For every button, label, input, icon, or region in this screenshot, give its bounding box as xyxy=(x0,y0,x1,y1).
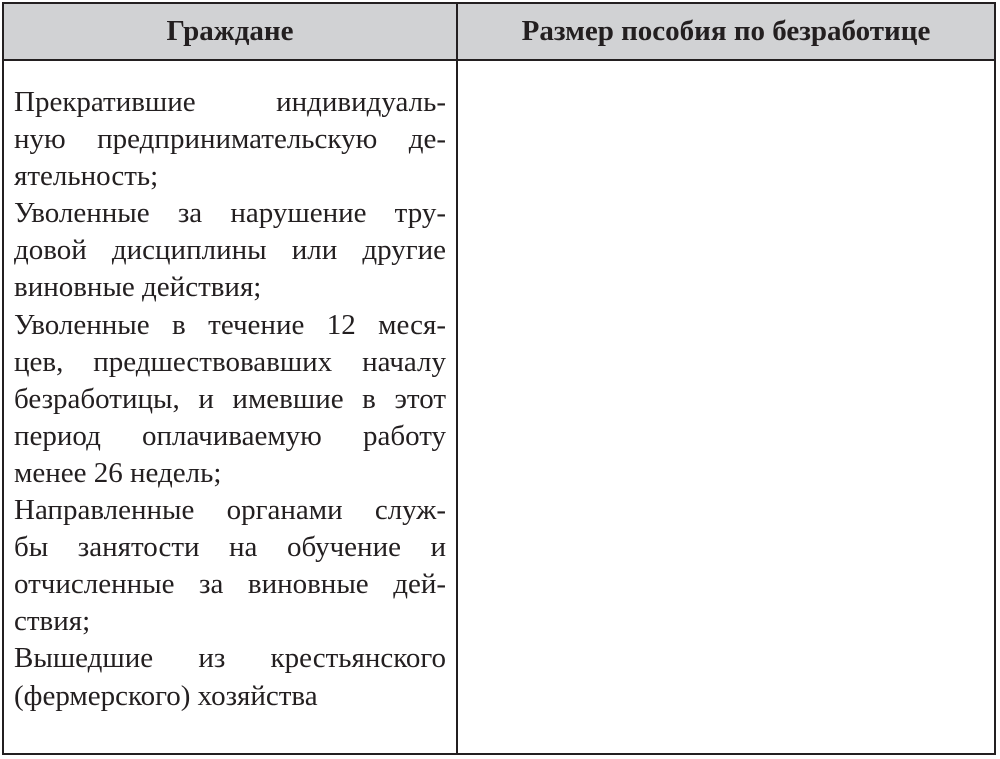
cell-benefit-amount xyxy=(458,61,994,753)
table-header-row xyxy=(4,4,994,61)
citizen-line: отчисленные за виновные дей- xyxy=(14,568,446,601)
header-citizens: Граждане xyxy=(166,15,294,47)
citizen-line: безработицы, и имевшие в этот xyxy=(14,382,446,415)
citizen-line: довой дисциплины или другие xyxy=(14,234,446,267)
citizen-line: ствия; xyxy=(14,605,91,638)
citizen-line: менее 26 недель; xyxy=(14,456,222,489)
citizen-line: Уволенные за нарушение тру- xyxy=(14,197,446,230)
citizen-line: Направленные органами служ- xyxy=(14,494,446,527)
citizen-line: бы занятости на обучение и xyxy=(14,531,446,564)
cell-citizens xyxy=(14,84,446,715)
citizen-line: Вышедшие из крестьянского xyxy=(14,642,446,675)
citizen-line: Прекратившие индивидуаль- xyxy=(14,86,446,118)
citizen-line: цев, предшествовавших началу xyxy=(14,345,446,378)
unemployment-benefit-table xyxy=(2,2,996,755)
citizen-line: ную предпринимательскую де- xyxy=(14,123,446,156)
header-benefit-amount: Размер пособия по безработице xyxy=(521,15,931,47)
citizen-line: (фермерского) хозяйства xyxy=(14,679,318,712)
citizen-line: ятельность; xyxy=(14,160,159,193)
citizen-line: период оплачиваемую работу xyxy=(14,419,446,452)
citizen-line: Уволенные в течение 12 меся- xyxy=(14,308,446,341)
citizen-line: виновные действия; xyxy=(14,271,262,304)
